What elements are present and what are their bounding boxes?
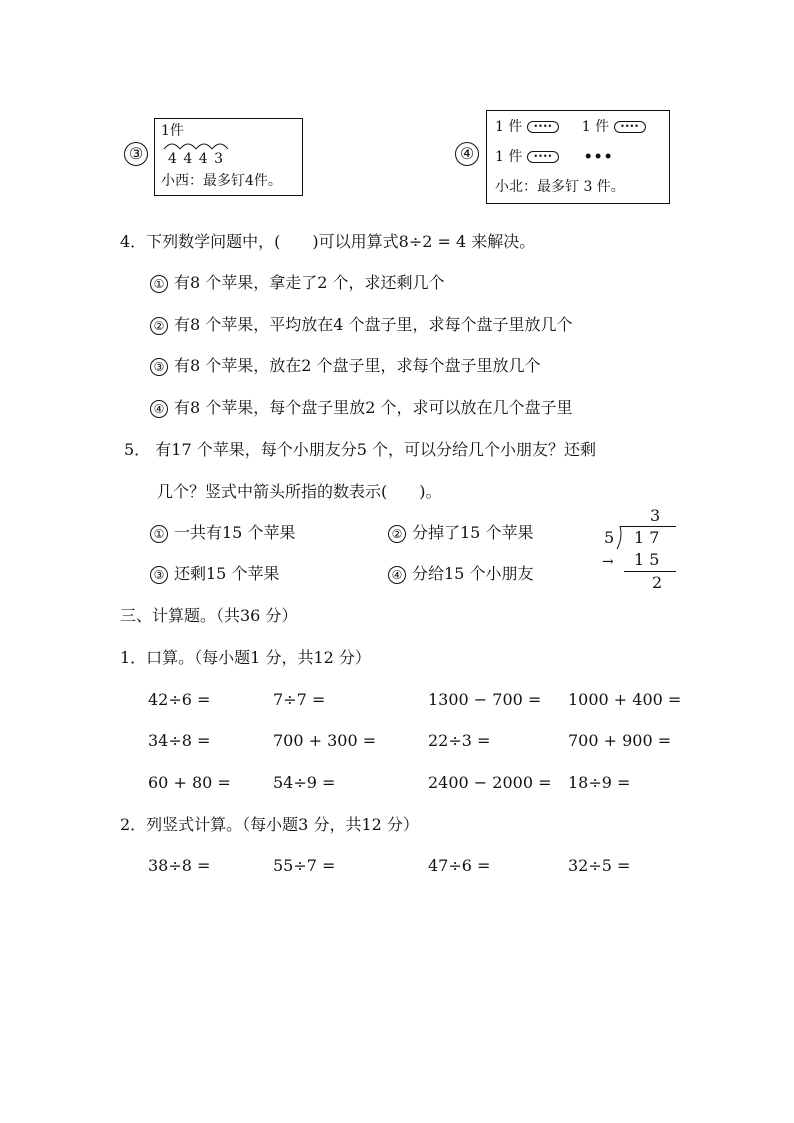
q5-option-3 [150,564,279,584]
unit-label: 1件 [161,123,184,139]
calc-item: 60 + 80 = [148,773,231,792]
group-counts: 4 4 4 3 [168,151,224,167]
arrow-icon: → [602,554,614,570]
diagram-4-row1 [495,117,646,137]
option-text: 还剩15 个苹果 [174,564,280,583]
unit-label-1: 1 件 [495,119,523,135]
long-division [598,506,680,596]
option-num: ③ [150,566,168,584]
q5-option-4 [388,564,533,584]
diagram-3-caption: 小西：最多钉4件。 [161,173,282,189]
calc-item: 54÷9 = [273,773,336,792]
option-num: ④ [388,566,406,584]
bundle-icon: •••• [614,121,646,133]
question-5-stem-line1: 5． 有17 个苹果，每个小朋友分5 个，可以分给几个小朋友？还剩 [124,440,596,459]
division-remainder: 2 [652,573,663,592]
division-divisor: 5 [604,528,615,547]
calc-item: 1000 + 400 = [568,690,682,709]
option-num: ④ [150,400,168,418]
option-num: ① [150,525,168,543]
bundle-icon: •••• [527,151,559,163]
division-bar [620,526,676,527]
unit-label-3: 1 件 [495,149,523,165]
calc-item: 2400 − 2000 = [428,773,552,792]
diagram-4-caption: 小北：最多钉 3 件。 [495,179,625,195]
division-dividend: 1 7 [634,528,660,547]
option-3-marker: ③ [124,142,148,166]
option-text: 一共有15 个苹果 [174,523,296,542]
unit-label-2: 1 件 [581,119,610,135]
division-quotient: 3 [650,506,661,525]
option-text: 分给15 个小朋友 [412,564,534,583]
remaining-dots: ••• [583,149,614,165]
vertical-calc-item: 38÷8 = [148,856,211,875]
option-num: ② [388,525,406,543]
calc-item: 42÷6 = [148,690,211,709]
question-5-stem-line2: 几个？竖式中箭头所指的数表示( )。 [157,482,442,501]
vertical-calc-item: 55÷7 = [273,856,336,875]
option-text: 有8 个苹果，拿走了2 个，求还剩几个 [174,273,445,292]
diagram-3-box [154,118,303,196]
q5-option-2 [388,523,533,543]
division-subtract-line [624,571,676,572]
calc-item: 22÷3 = [428,731,491,750]
division-bracket [616,526,626,550]
calc-item: 700 + 900 = [568,731,672,750]
option-4-marker: ④ [455,142,479,166]
question-4-stem: 4．下列数学问题中，( )可以用算式8÷2 = 4 来解决。 [120,232,536,251]
vertical-calc-item: 32÷5 = [568,856,631,875]
option-num: ② [150,317,168,335]
diagram-4-row2 [495,147,614,167]
option-num: ① [150,275,168,293]
division-product: 1 5 [634,550,660,569]
option-text: 有8 个苹果，放在2 个盘子里，求每个盘子里放几个 [174,356,541,375]
option-text: 有8 个苹果，平均放在4 个盘子里，求每个盘子里放几个 [174,315,573,334]
q5-option-1 [150,523,295,543]
q4-option-3 [150,356,541,376]
vertical-calc-item: 47÷6 = [428,856,491,875]
calc-item: 18÷9 = [568,773,631,792]
option-text: 分掉了15 个苹果 [412,523,534,542]
q4-option-2 [150,315,573,335]
option-num: ③ [150,358,168,376]
diagram-4-box [486,110,670,204]
part-1-title: 1．口算。（每小题1 分，共12 分） [120,648,371,667]
calc-item: 34÷8 = [148,731,211,750]
bundle-icon: •••• [527,121,559,133]
q4-option-4 [150,398,573,418]
option-text: 有8 个苹果，每个盘子里放2 个，求可以放在几个盘子里 [174,398,573,417]
section-3-title: 三、计算题。（共36 分） [120,606,298,625]
q4-option-1 [150,273,445,293]
calc-item: 700 + 300 = [273,731,377,750]
calc-item: 1300 − 700 = [428,690,542,709]
part-2-title: 2．列竖式计算。（每小题3 分，共12 分） [120,815,419,834]
calc-item: 7÷7 = [273,690,326,709]
